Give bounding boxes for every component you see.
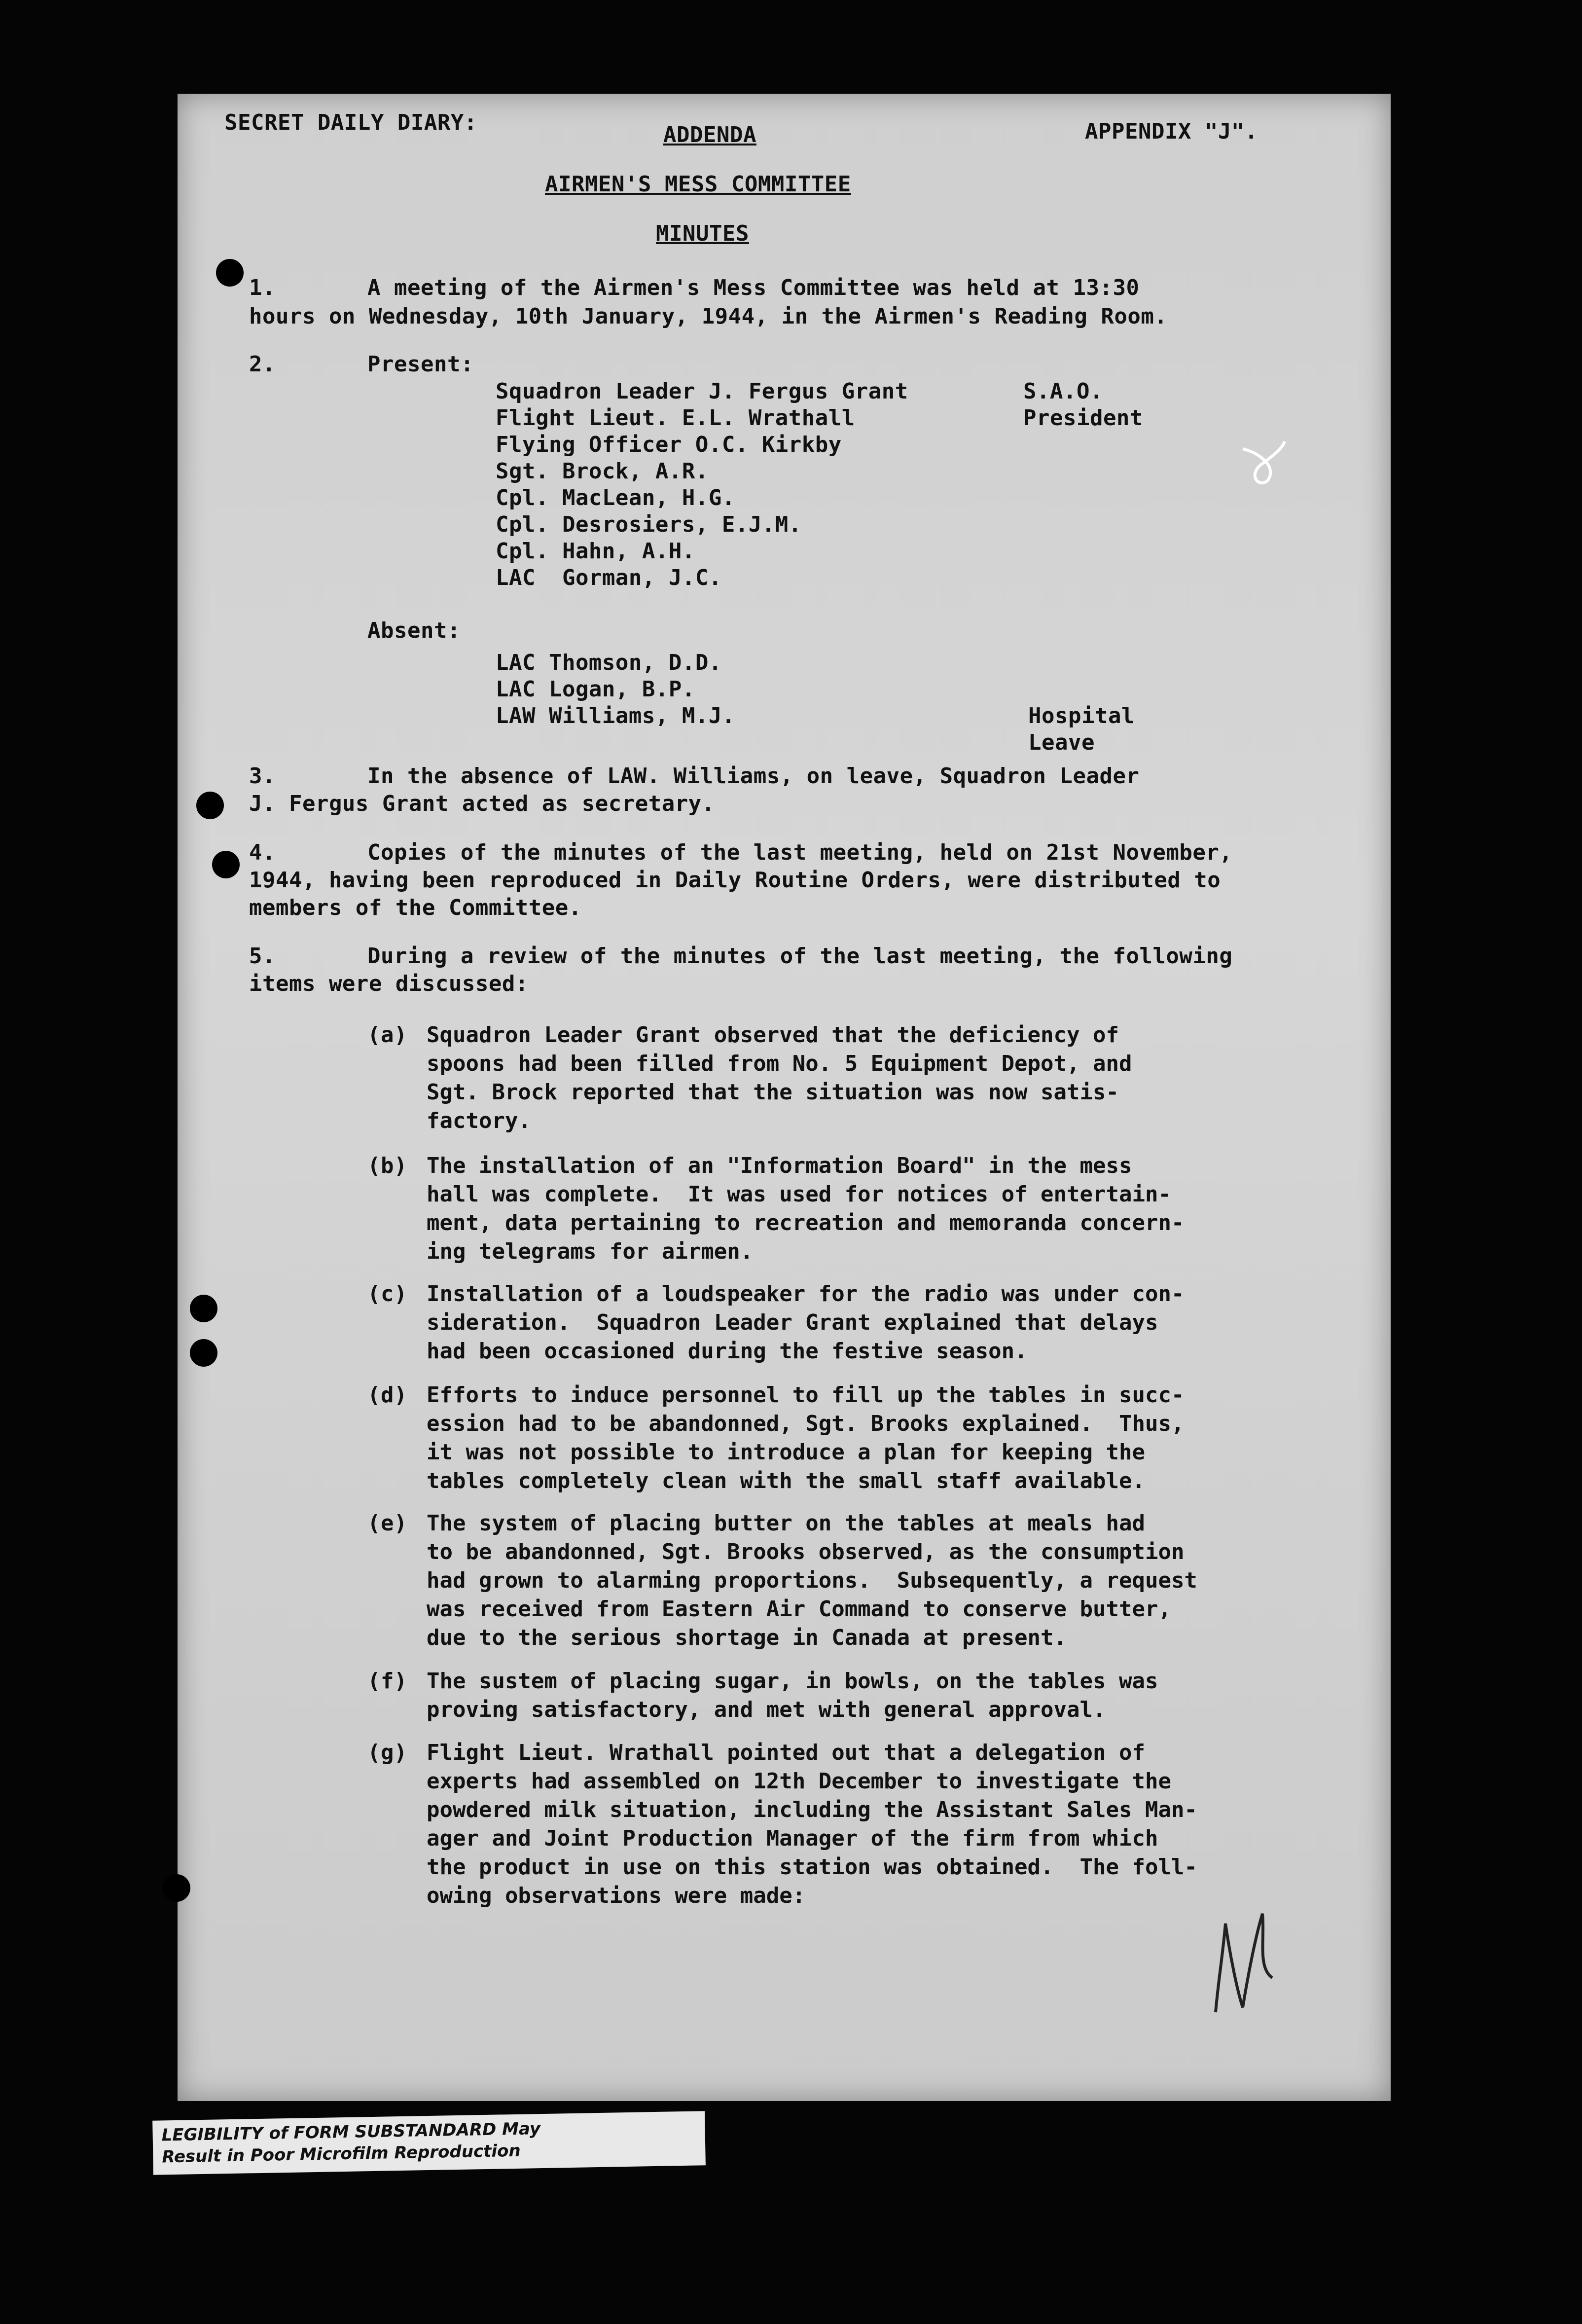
punch-hole <box>212 851 240 878</box>
item-letter: (e) <box>367 1511 407 1536</box>
present-member: LAC Gorman, J.C. <box>496 565 722 590</box>
punch-hole <box>163 1874 190 1902</box>
committee-title: AIRMEN'S MESS COMMITTEE <box>545 172 851 197</box>
document-page <box>178 94 1391 2101</box>
role-president: President <box>1023 405 1143 431</box>
present-member: Cpl. MacLean, H.G. <box>496 485 735 510</box>
punch-hole <box>216 259 244 287</box>
item-f-text: The sustem of placing sugar, in bowls, on the tables was proving satisfactory, and met with general approval. <box>427 1669 1158 1722</box>
present-member: Sgt. Brock, A.R. <box>496 459 709 484</box>
item-c-text: Installation of a loudspeaker for the radio was under con- sideration. Squadron Leader Grant explained that delays had been occasioned during the festive season. <box>427 1281 1185 1364</box>
legibility-note-line: Result in Poor Microfilm Reproduction <box>162 2141 521 2167</box>
para-4-line: members of the Committee. <box>249 895 582 920</box>
item-b-text: The installation of an "Information Board" in the mess hall was complete. It was used for notices of entertain- ment, data pertaining to recreation and memoranda concern- ing telegrams for airmen. <box>427 1153 1185 1264</box>
role-sao: S.A.O. <box>1023 379 1103 404</box>
para-3-number: 3. <box>249 763 276 789</box>
para-1-line: A meeting of the Airmen's Mess Committee was held at 13:30 <box>367 275 1140 300</box>
handwritten-initials <box>1203 1894 1287 2022</box>
legibility-note-line: LEGIBILITY of FORM SUBSTANDARD May <box>161 2119 541 2145</box>
item-letter: (a) <box>367 1022 407 1048</box>
para-5-number: 5. <box>249 944 276 969</box>
item-a-text: Squadron Leader Grant observed that the deficiency of spoons had been filled from No. 5 Equipment Depot, and Sgt. Brock reported that the situation was now satis- factory. <box>427 1022 1132 1133</box>
para-4-number: 4. <box>249 840 276 865</box>
item-e-text: The system of placing butter on the tables at meals had to be abandonned, Sgt. Brooks observed, as the consumption had grown to alarming proportions. Subsequently, a request was received from Eastern Air Command to conserve butter, due to the serious shortage in Canada at present. <box>427 1511 1197 1650</box>
item-d-text: Efforts to induce personnel to fill up the tables in succ- ession had to be abandonned, Sgt. Brooks explained. Thus, it was not possible to introduce a plan for keeping the tables completely clean with the small staff available. <box>427 1382 1185 1493</box>
para-5-line: items were discussed: <box>249 971 529 996</box>
present-member: Squadron Leader J. Fergus Grant <box>496 379 908 404</box>
para-1-line: hours on Wednesday, 10th January, 1944, in the Airmen's Reading Room. <box>249 304 1168 329</box>
item-letter: (b) <box>367 1153 407 1178</box>
present-member: Cpl. Hahn, A.H. <box>496 539 695 564</box>
item-letter: (g) <box>367 1740 407 1765</box>
present-member: Flying Officer O.C. Kirkby <box>496 432 842 457</box>
absent-label: Absent: <box>367 618 461 643</box>
para-4-line: 1944, having been reproduced in Daily Routine Orders, were distributed to <box>249 868 1221 893</box>
para-5-line: During a review of the minutes of the last meeting, the following <box>367 944 1233 969</box>
item-letter: (f) <box>367 1669 407 1694</box>
absent-member: LAC Logan, B.P. <box>496 677 695 702</box>
absent-note-hospital: Hospital <box>1028 703 1135 728</box>
addenda-heading: ADDENDA <box>663 122 756 147</box>
para-3-line: J. Fergus Grant acted as secretary. <box>249 791 715 816</box>
minutes-title: MINUTES <box>656 221 749 246</box>
item-g-text: Flight Lieut. Wrathall pointed out that a delegation of experts had assembled on 12th December to investigate the powdered milk situation, including the Assistant Sales Man- ager and Joint Production Manager of the firm from which the product in use on this station was obtained. The foll- owing observations were made: <box>427 1740 1197 1908</box>
para-4-line: Copies of the minutes of the last meeting, held on 21st November, <box>367 840 1233 865</box>
handwritten-check-mark <box>1233 434 1292 493</box>
diary-header: SECRET DAILY DIARY: <box>224 110 477 135</box>
punch-hole <box>196 792 224 819</box>
item-letter: (d) <box>367 1382 407 1408</box>
absent-member: LAC Thomson, D.D. <box>496 650 722 675</box>
para-3-line: In the absence of LAW. Williams, on leave, Squadron Leader <box>367 763 1140 789</box>
present-member: Flight Lieut. E.L. Wrathall <box>496 405 855 431</box>
item-letter: (c) <box>367 1281 407 1307</box>
punch-hole <box>190 1339 217 1367</box>
appendix-label: APPENDIX "J". <box>1085 119 1258 144</box>
absent-note-leave: Leave <box>1028 730 1095 755</box>
absent-member: LAW Williams, M.J. <box>496 703 735 728</box>
punch-hole <box>190 1295 217 1322</box>
present-member: Cpl. Desrosiers, E.J.M. <box>496 512 802 537</box>
para-2-number: 2. <box>249 352 276 377</box>
para-1-number: 1. <box>249 275 276 300</box>
present-label: Present: <box>367 352 474 377</box>
legibility-note-label <box>152 2111 706 2175</box>
